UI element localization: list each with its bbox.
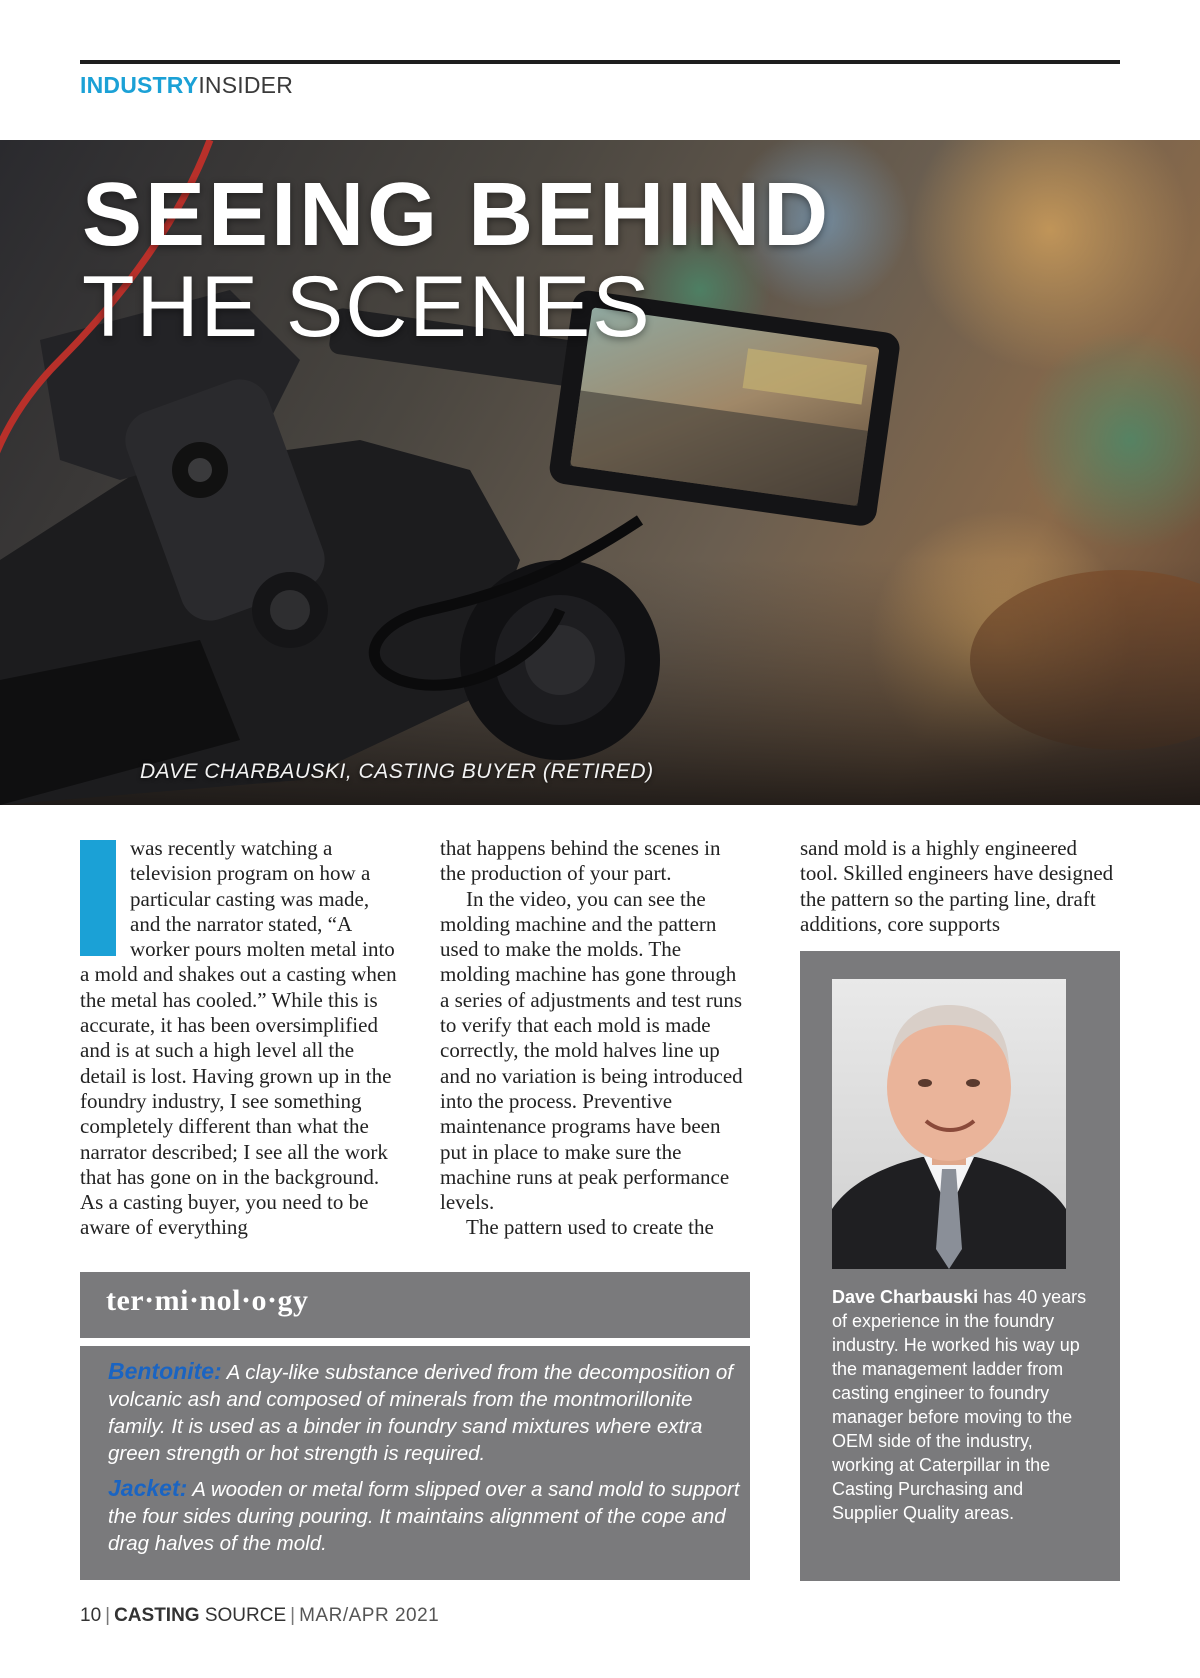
terminology-box: [80, 1346, 750, 1580]
article-column-3: [800, 836, 1120, 937]
author-photo: [832, 979, 1066, 1269]
page-footer: [80, 1605, 439, 1627]
terminology-entry: [108, 1475, 753, 1557]
terminology-entry: [108, 1358, 753, 1467]
issue-date: MAR/APR 2021: [299, 1605, 440, 1626]
article-text: In the video, you can see the molding machine and the pattern used to make the molds. The molding machine has gone through a series of adjustments and test runs to verify that each mold is made correctly, the mold halves line up and no variation is being introduced into the process. Preventive maintenance programs have been put in place to make sure the machine runs at peak performance levels.: [440, 886, 743, 1215]
headline: [82, 165, 832, 355]
article-column-1: [80, 836, 400, 1241]
terminology-header: [80, 1272, 750, 1338]
article-text: that happens behind the scenes in the production of your part.: [440, 836, 721, 886]
article-text: was recently watching a television program on how a particular casting was made, and the narrator stated, “A worker pours molten metal into a mold and shakes out a casting when the metal has cooled.” While this is accurate, it has been oversimplified and is at such a high level all the detail is lost. Having grown up in the foundry industry, I see something completely different than what the narrator described; I see all the work that has gone on in the background. As a casting buyer, you need to be aware of everything: [80, 836, 397, 1240]
publication-name-bold: CASTING: [114, 1605, 200, 1626]
section-label-light: INSIDER: [198, 72, 294, 98]
headline-line-1: SEEING BEHIND: [82, 165, 832, 265]
page-number: 10: [80, 1605, 102, 1626]
footer-separator: |: [105, 1605, 111, 1626]
byline: DAVE CHARBAUSKI, CASTING BUYER (RETIRED): [140, 760, 654, 783]
article-text: The pattern used to create the: [466, 1215, 714, 1240]
publication-name-light: SOURCE: [204, 1605, 287, 1626]
author-bio-box: [800, 951, 1120, 1581]
top-rule: [80, 60, 1120, 64]
author-bio-text: has 40 years of experience in the foundry industry. He worked his way up the management ladder from casting engineer to foundry manager before moving to the OEM side of the industry, working at Caterpillar in the Casting Purchasing and Supplier Quality areas.: [832, 1287, 1087, 1523]
term-word: Bentonite:: [108, 1358, 222, 1384]
hero-image: [0, 140, 1200, 805]
term-definition: A wooden or metal form slipped over a sand mold to support the four sides during pouring. It maintains alignment of the cope and drag halves of the mold.: [108, 1478, 740, 1555]
article-text: sand mold is a highly engineered tool. Skilled engineers have designed the pattern so the parting line, draft additions, core supports: [800, 836, 1114, 936]
term-definition: A clay-like substance derived from the decomposition of volcanic ash and composed of minerals from the montmorillonite family. It is used as a binder in foundry sand mixtures where extra green strength or hot strength is required.: [108, 1361, 733, 1465]
headline-line-2: THE SCENES: [82, 259, 652, 355]
author-name: Dave Charbauski: [832, 1287, 979, 1307]
term-word: Jacket:: [108, 1475, 188, 1501]
footer-separator: |: [290, 1605, 296, 1626]
author-bio: [832, 1285, 1094, 1525]
section-label-bold: INDUSTRY: [80, 72, 199, 98]
drop-cap-block: [80, 840, 116, 956]
terminology-title: ter·mi·nol·o·gy: [106, 1284, 309, 1317]
article-column-2: [440, 836, 750, 1241]
section-label: [80, 72, 293, 99]
